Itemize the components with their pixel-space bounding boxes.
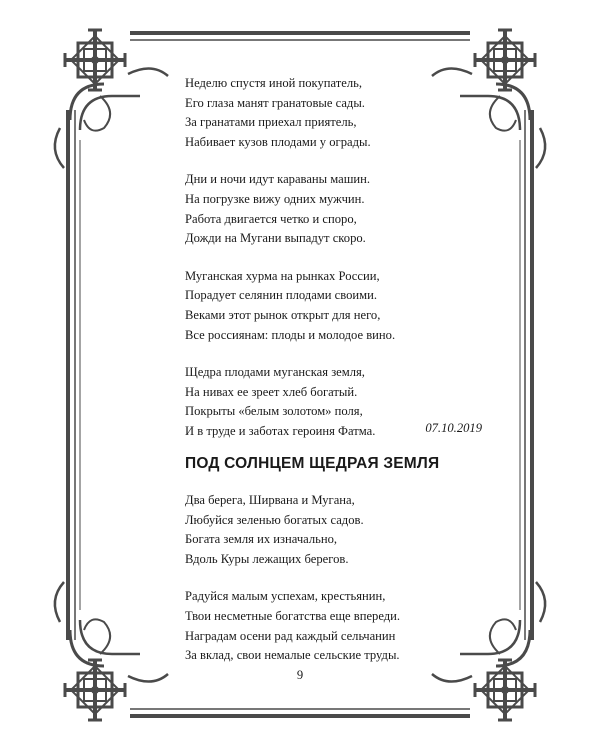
poem-line: За вклад, свои немалые сельские труды. (185, 648, 400, 663)
poem-line: Дни и ночи идут караваны машин. (185, 172, 371, 187)
poem-line: Его глаза манят гранатовые сады. (185, 95, 365, 110)
poem-line: Все россиянам: плоды и молодое вино. (185, 327, 396, 342)
poem-line: Два берега, Ширвана и Мугана, (185, 493, 355, 507)
page-number: 9 (296, 668, 304, 682)
poem-line: Твои несметные богатства еще впереди. (185, 608, 401, 623)
poem-line: Радуйся малым успехам, крестьянин, (185, 589, 386, 604)
poem-title: ПОД СОЛНЦЕМ ЩЕДРАЯ ЗЕМЛЯ (185, 455, 440, 472)
poem-line: Неделю спустя иной покупатель, (185, 76, 363, 90)
poem-continuation (185, 74, 485, 460)
poem-line: Вдоль Куры лежащих берегов. (185, 551, 349, 566)
stanza (185, 491, 485, 569)
poem-line: Порадует селянин плодами своими. (185, 288, 377, 303)
poem-line: Муганская хурма на рынках России, (185, 268, 380, 283)
poem-line: Любуйся зеленью богатых садов. (185, 512, 364, 527)
stanza (185, 587, 485, 665)
poem-line: Работа двигается четко и споро, (185, 211, 357, 226)
poem-line: Покрыты «белым золотом» поля, (185, 404, 363, 419)
poem-line: Щедра плодами муганская земля, (185, 365, 365, 380)
poem-line: На нивах ее зреет хлеб богатый. (185, 384, 358, 399)
poem-body (185, 491, 485, 684)
poem-line: Богата земля их изначально, (185, 532, 338, 547)
stanza (185, 170, 485, 248)
poem-line: За гранатами приехал приятель, (185, 115, 357, 130)
poem-line: Наградам осени рад каждый сельчанин (185, 628, 396, 643)
poem-line: На погрузке вижу одних мужчин. (185, 191, 365, 206)
poem-date: 07.10.2019 (425, 421, 482, 435)
stanza (185, 74, 485, 152)
poem-line: Набивает кузов плодами у ограды. (185, 134, 371, 149)
poem-line: Веками этот рынок открыт для него, (185, 307, 381, 322)
stanza (185, 267, 485, 345)
poem-line: И в труде и заботах героиня Фатма. (185, 423, 376, 438)
poem-line: Дожди на Мугани выпадут скоро. (185, 231, 366, 246)
